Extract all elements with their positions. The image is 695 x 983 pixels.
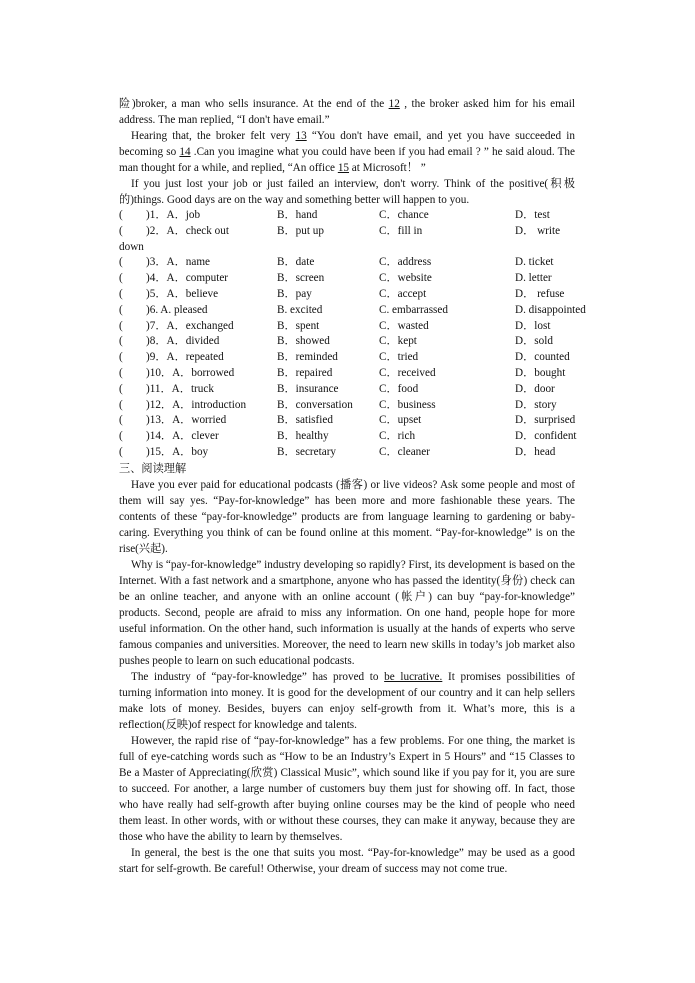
option-d: D. disappointed <box>515 303 586 316</box>
question-list <box>119 208 586 461</box>
option-a: )15．A．boy <box>146 445 209 458</box>
option-b: B．satisfied <box>277 414 333 427</box>
question-row <box>119 271 575 287</box>
option-b: B．screen <box>277 272 325 285</box>
reading-text: The industry of “pay-for-knowledge” has proved to <box>131 670 385 683</box>
question-row <box>119 398 575 414</box>
answer-paren[interactable]: ( <box>119 272 123 285</box>
cloze-text: 险)broker, a man who sells insurance. At the end of the <box>119 98 389 110</box>
option-c: C．wasted <box>379 319 429 332</box>
answer-paren[interactable]: ( <box>119 256 123 269</box>
question-row <box>119 334 575 350</box>
reading-paragraph-4: However, the rapid rise of “pay-for-knowledge” has a few problems. For one thing, the market is full of eye-catching words such as “How to be an Industry’s Expert in 5 Hours” and “15 Classes to Be a Master of Appreciating(欣赏) Classical Music”, which sound like if you pay for it, you are sure to succeed. For another, a large number of customers buy them just for showing off. In fact, those who have really had self-growth after buying online courses may be the kind of people who need them least. In other words, with or without these courses, they can make it anyway, because they are those who have the ability to learn by themselves. <box>119 734 575 843</box>
answer-paren[interactable]: ( <box>119 351 123 364</box>
option-b: B．reminded <box>277 351 338 364</box>
option-c: C．website <box>379 272 432 285</box>
question-row <box>119 303 586 319</box>
option-d: D．story <box>515 398 557 411</box>
question-row <box>119 382 575 398</box>
question-row <box>119 429 575 445</box>
question-row <box>119 445 575 461</box>
answer-paren[interactable]: ( <box>119 366 123 379</box>
option-b: B．put up <box>277 224 324 237</box>
option-b: B．secretary <box>277 445 337 458</box>
option-d: D．head <box>515 445 556 458</box>
option-c: C. embarrassed <box>379 303 448 316</box>
reading-paragraph-1: Have you ever paid for educational podcasts (播客) or live videos? Ask some people and most of them will say yes. “Pay-for-knowledge” has been more and more fashionable these years. The contents of these “pay-for-knowledge” products are from language learning to gardening or baby-caring. Everything you think of can be found online at this moment. “Pay-for-knowledge” is on the rise(兴起). <box>119 478 575 555</box>
option-c: C．business <box>379 398 436 411</box>
answer-paren[interactable]: ( <box>119 430 123 443</box>
option-b: B．date <box>277 256 315 269</box>
answer-paren[interactable]: ( <box>119 303 123 316</box>
option-b: B．conversation <box>277 398 353 411</box>
option-c: C．tried <box>379 351 419 364</box>
cloze-text: , the broker asked him for his email address. The man replied, “I don't have email.” <box>119 98 575 126</box>
option-c: C．rich <box>379 430 416 443</box>
answer-paren[interactable]: ( <box>119 209 123 221</box>
option-a: )5．A．believe <box>146 287 219 300</box>
option-a: )2．A．check out <box>146 224 229 237</box>
option-wrap: down <box>119 240 144 253</box>
blank-13: 13 <box>295 130 307 142</box>
option-d: D．surprised <box>515 414 576 427</box>
option-d: D． write <box>515 224 561 237</box>
reading-text: It promises possibilities of turning information into money. It is good for the development of our country and it can help sellers make lots of money. Besides, buyers can enjoy self-growth from it. What’s more, this is a reflection(反映)of respect for knowledge and talents. <box>119 670 575 731</box>
option-b: B．showed <box>277 335 330 348</box>
option-a: )4．A．computer <box>146 272 229 285</box>
answer-paren[interactable]: ( <box>119 414 123 427</box>
option-c: C．received <box>379 366 436 379</box>
question-row <box>119 366 575 382</box>
cloze-passage-ending <box>119 96 575 128</box>
option-b: B. excited <box>277 303 323 316</box>
option-b: B．healthy <box>277 430 329 443</box>
option-a: )13．A．worried <box>146 414 227 427</box>
option-b: B．insurance <box>277 382 339 395</box>
option-c: C．food <box>379 382 419 395</box>
option-a: )11．A．truck <box>146 382 214 395</box>
cloze-text: “You don't have email, and yet you have succeeded in becoming so <box>119 130 575 158</box>
blank-14: 14 <box>179 146 191 158</box>
cloze-text: Hearing that, the broker felt very <box>131 130 296 142</box>
cloze-paragraph <box>119 128 575 176</box>
option-a: )12．A．introduction <box>146 398 247 411</box>
blank-12: 12 <box>388 98 400 110</box>
answer-paren[interactable]: ( <box>119 287 123 300</box>
question-row <box>119 350 575 366</box>
question-row <box>119 287 575 303</box>
answer-paren[interactable]: ( <box>119 382 123 395</box>
cloze-paragraph: If you just lost your job or just failed an interview, don't worry. Think of the positive(积极的)things. Good days are on the way and something better will happen to you. <box>119 178 575 206</box>
option-c: C．chance <box>379 209 429 221</box>
option-b: B．spent <box>277 319 320 332</box>
question-row <box>119 224 575 240</box>
question-row <box>119 208 575 224</box>
worksheet-page <box>119 96 586 877</box>
reading-paragraph-5: In general, the best is the one that suits you most. “Pay-for-knowledge” may be used as a good start for self-growth. Be careful! Otherwise, your dream of success may not come true. <box>119 846 575 875</box>
answer-paren[interactable]: ( <box>119 224 123 237</box>
option-d: D．counted <box>515 351 570 364</box>
question-row <box>119 319 575 335</box>
option-c: C．kept <box>379 335 417 348</box>
option-d: D. ticket <box>515 256 554 269</box>
question-row <box>119 255 575 271</box>
option-b: B．repaired <box>277 366 333 379</box>
answer-paren[interactable]: ( <box>119 319 123 332</box>
option-d: D. letter <box>515 272 552 285</box>
option-d: D．sold <box>515 335 553 348</box>
option-c: C．cleaner <box>379 445 430 458</box>
option-d: D．door <box>515 382 555 395</box>
option-c: C．accept <box>379 287 427 300</box>
option-c: C．address <box>379 256 432 269</box>
option-b: B．pay <box>277 287 312 300</box>
option-d: D．confident <box>515 430 577 443</box>
blank-15: 15 <box>337 162 349 174</box>
option-a: )10．A．borrowed <box>146 366 235 379</box>
option-d: D．test <box>515 209 550 221</box>
section-heading: 三、阅读理解 <box>119 462 187 475</box>
option-a: )8．A．divided <box>146 335 220 348</box>
option-a: )6. A. pleased <box>146 303 208 316</box>
option-c: C．upset <box>379 414 422 427</box>
answer-paren[interactable]: ( <box>119 445 123 458</box>
option-a: )7．A．exchanged <box>146 319 234 332</box>
answer-paren[interactable]: ( <box>119 335 123 348</box>
option-b: B．hand <box>277 209 318 221</box>
option-d: D．bought <box>515 366 566 379</box>
option-a: )9．A．repeated <box>146 351 224 364</box>
underlined-phrase: be lucrative. <box>384 670 443 683</box>
option-c: C．fill in <box>379 224 423 237</box>
cloze-text: at Microsoft！ ” <box>349 162 426 174</box>
question-row <box>119 413 575 429</box>
option-a: )1．A．job <box>146 209 201 221</box>
cloze-text: .Can you imagine what you could have been if you had email ? ” he said aloud. The man thought for a while, and replied, “An office <box>119 146 575 174</box>
reading-paragraph-3 <box>119 669 575 733</box>
option-a: )14．A．clever <box>146 430 219 443</box>
option-d: D． refuse <box>515 287 565 300</box>
option-a: )3．A．name <box>146 256 211 269</box>
option-d: D．lost <box>515 319 551 332</box>
answer-paren[interactable]: ( <box>119 398 123 411</box>
reading-paragraph-2: Why is “pay-for-knowledge” industry developing so rapidly? First, its development is based on the Internet. With a fast network and a smartphone, anyone who has passed the identity(身份) check can be an online teacher, and anyone with an online account (帐户) can buy “pay-for-knowledge” products. Second, people are afraid to miss any information. On one hand, people hope for more useful information. On the other hand, such information is usually at the hands of experts who serve famous companies and universities. Moreover, the need to learn new skills in today’s job market also pushes people to learn on such educational podcasts. <box>119 558 575 667</box>
